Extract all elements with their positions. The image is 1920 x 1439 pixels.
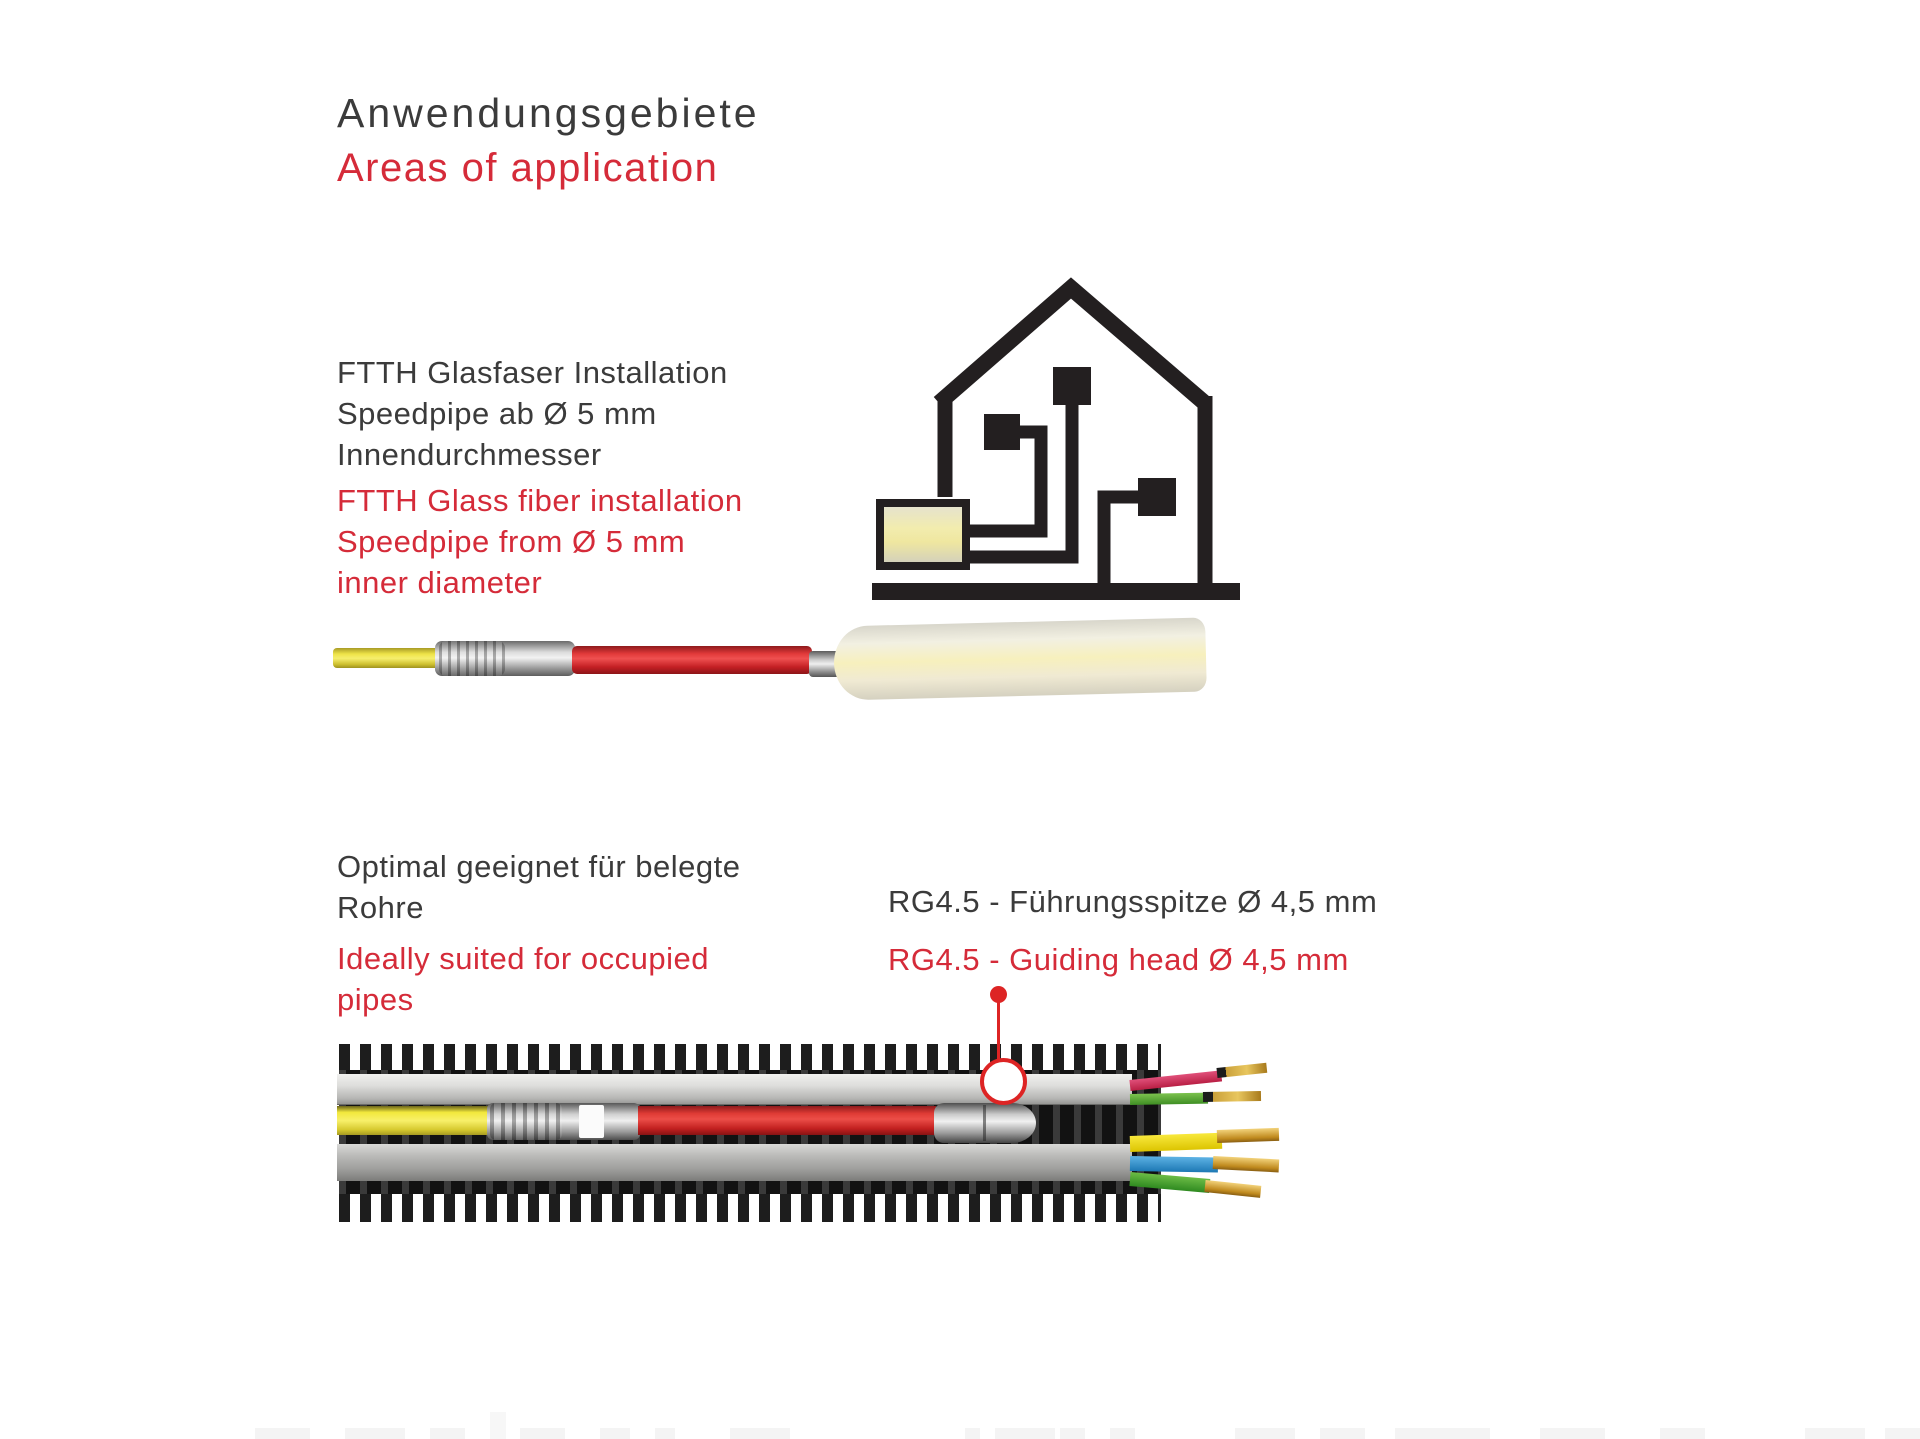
speedpipe-entry-box — [880, 503, 966, 566]
red-sleeve — [638, 1106, 936, 1135]
occupied-de-line1: Optimal geeignet für belegte — [337, 849, 741, 884]
footer-artifact — [1540, 1428, 1605, 1439]
footer-artifact — [430, 1428, 465, 1439]
wire-yellow-copper-tip — [1217, 1128, 1279, 1143]
footer-artifact — [490, 1412, 506, 1439]
yellow-fiberglass-rod — [333, 648, 445, 668]
red-circle-marker — [980, 1058, 1027, 1105]
connector-white-square — [579, 1105, 604, 1138]
yellow-fiberglass-rod — [337, 1106, 489, 1135]
wire-green-top — [1130, 1093, 1208, 1105]
occupied-de-line2: Rohre — [337, 890, 424, 925]
footer-artifact — [655, 1428, 675, 1439]
footer-artifact — [1885, 1428, 1920, 1439]
footer-artifact — [600, 1428, 630, 1439]
red-sleeve — [572, 646, 812, 674]
wire-blue-copper-tip — [1213, 1156, 1280, 1172]
ftth-de-line3: Innendurchmesser — [337, 437, 602, 472]
white-speedpipe — [833, 617, 1207, 700]
outlet-square-3 — [1138, 478, 1176, 516]
ftth-de-line2: Speedpipe ab Ø 5 mm — [337, 396, 657, 431]
gray-cable — [337, 1144, 1132, 1181]
footer-artifact — [1395, 1428, 1490, 1439]
footer-artifact — [1805, 1428, 1865, 1439]
occupied-en-line2: pipes — [337, 982, 414, 1017]
metal-connector — [435, 641, 575, 676]
outlet-square-1 — [1053, 367, 1091, 405]
footer-artifact — [1235, 1428, 1295, 1439]
connector-ridges — [490, 1103, 562, 1140]
guiding-head-label-en: RG4.5 - Guiding head Ø 4,5 mm — [888, 942, 1349, 977]
footer-artifact — [1060, 1428, 1085, 1439]
occupied-text-german — [337, 846, 740, 928]
wire-yellow — [1130, 1133, 1223, 1152]
footer-artifact — [1110, 1428, 1135, 1439]
ftth-text-german — [337, 352, 728, 475]
ftth-en-line1: FTTH Glass fiber installation — [337, 483, 743, 518]
ftth-en-line3: inner diameter — [337, 565, 543, 600]
occupied-text-english — [337, 938, 709, 1020]
house-ground-bar — [872, 583, 1240, 600]
guiding-head-seam — [983, 1105, 986, 1141]
fiber-line-3 — [1104, 497, 1142, 583]
ftth-text-english — [337, 480, 743, 603]
guiding-head-label-de: RG4.5 - Führungsspitze Ø 4,5 mm — [888, 884, 1378, 919]
corrugated-conduit-photo — [337, 1040, 1297, 1230]
footer-artifact — [520, 1428, 565, 1439]
footer-artifact — [255, 1428, 310, 1439]
wire-crimson-copper-tip — [1216, 1063, 1267, 1078]
outlet-square-2 — [984, 414, 1020, 450]
page-title-en: Areas of application — [337, 146, 719, 190]
connector-ridges — [439, 641, 505, 676]
callout-pointer-line — [997, 1000, 1000, 1060]
footer-artifact — [1320, 1428, 1365, 1439]
footer-artifact — [965, 1428, 980, 1439]
ftth-de-line1: FTTH Glasfaser Installation — [337, 355, 728, 390]
page-title-de: Anwendungsgebiete — [337, 90, 760, 136]
house-fiber-network-icon — [858, 258, 1258, 608]
conduit-ribs-bottom — [339, 1194, 1161, 1222]
rg45-guiding-head — [934, 1103, 1036, 1143]
ftth-en-line2: Speedpipe from Ø 5 mm — [337, 524, 686, 559]
footer-artifact — [1660, 1428, 1705, 1439]
occupied-en-line1: Ideally suited for occupied — [337, 941, 709, 976]
wire-green-top-copper-tip — [1203, 1091, 1261, 1102]
footer-artifact — [730, 1428, 790, 1439]
footer-artifact — [345, 1428, 405, 1439]
speedpipe-cable-photo — [333, 616, 1223, 716]
footer-artifact — [995, 1428, 1055, 1439]
metal-connector — [487, 1103, 640, 1140]
wire-green-bottom-copper-tip — [1204, 1180, 1261, 1198]
wire-blue — [1130, 1156, 1218, 1173]
conduit-ribs-top — [339, 1044, 1161, 1072]
